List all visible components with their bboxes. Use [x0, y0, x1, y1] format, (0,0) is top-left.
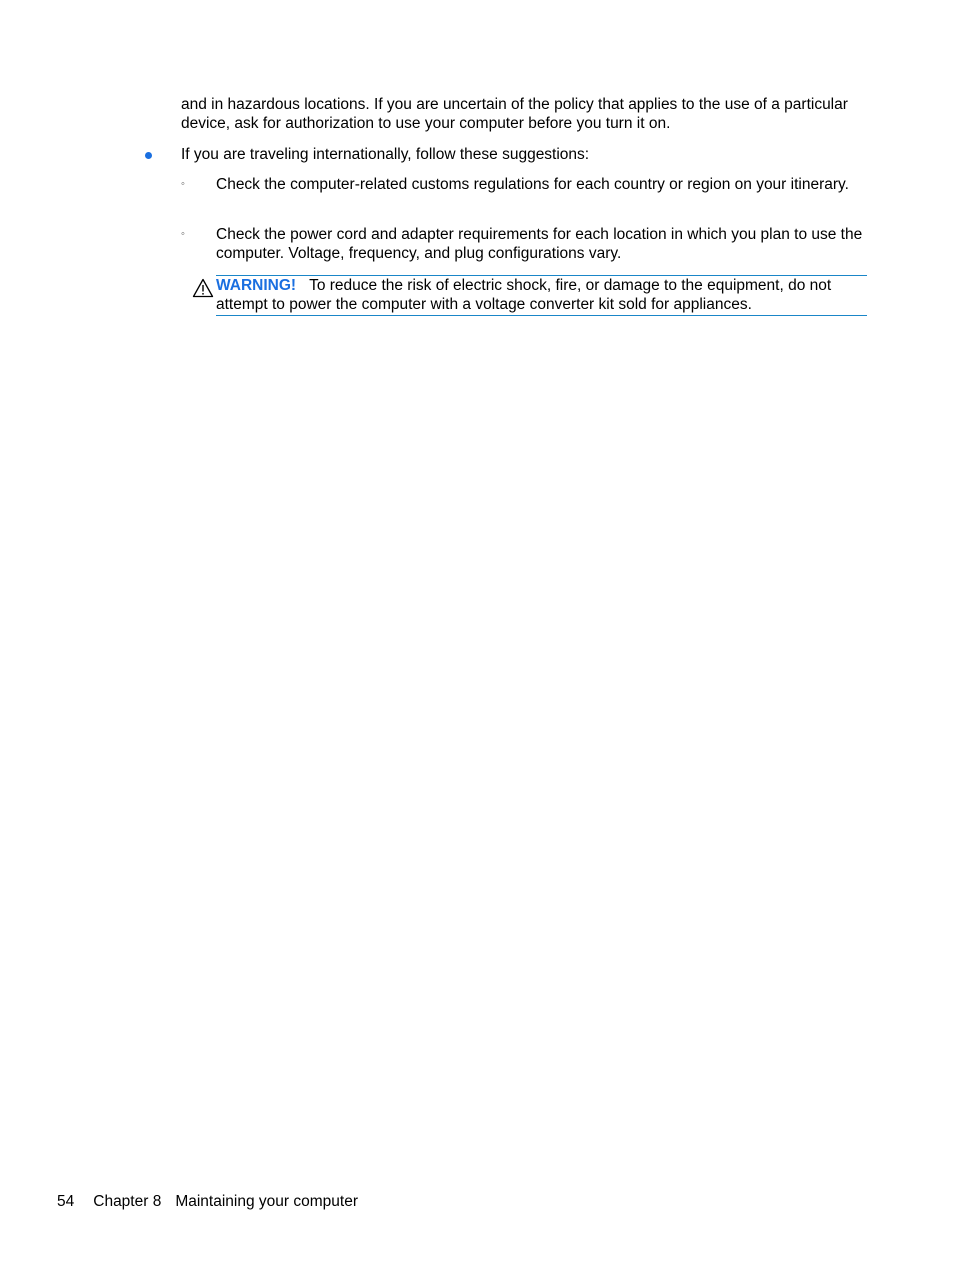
sub-bullet-icon: ◦: [181, 228, 185, 240]
bullet-text: If you are traveling internationally, follow these suggestions:: [181, 146, 590, 163]
sub-bullet-icon: ◦: [181, 178, 185, 190]
chapter-title: Maintaining your computer: [175, 1193, 358, 1210]
bullet-icon: [145, 152, 152, 159]
warning-message: To reduce the risk of electric shock, fire, or damage to the equipment, do not attempt to power the computer with a voltage converter kit sold for appliances.: [216, 277, 832, 313]
continued-paragraph: and in hazardous locations. If you are uncertain of the policy that applies to the use of a particular device, ask for authorization to use your computer before you turn it on.: [181, 96, 848, 132]
sub-item-text: Check the power cord and adapter requirements for each location in which you plan to use the computer. Voltage, frequency, and plug configurations vary.: [216, 226, 863, 262]
page-footer: [57, 1192, 358, 1211]
warning-label: WARNING!: [216, 277, 297, 294]
warning-triangle-icon: [192, 278, 214, 298]
warning-text-block: [216, 276, 864, 314]
page-number: 54: [57, 1193, 75, 1210]
chapter-label: Chapter 8: [93, 1193, 162, 1210]
sub-item-text: Check the computer-related customs regulations for each country or region on your itinerary.: [216, 176, 849, 193]
warning-notice: [216, 275, 867, 316]
